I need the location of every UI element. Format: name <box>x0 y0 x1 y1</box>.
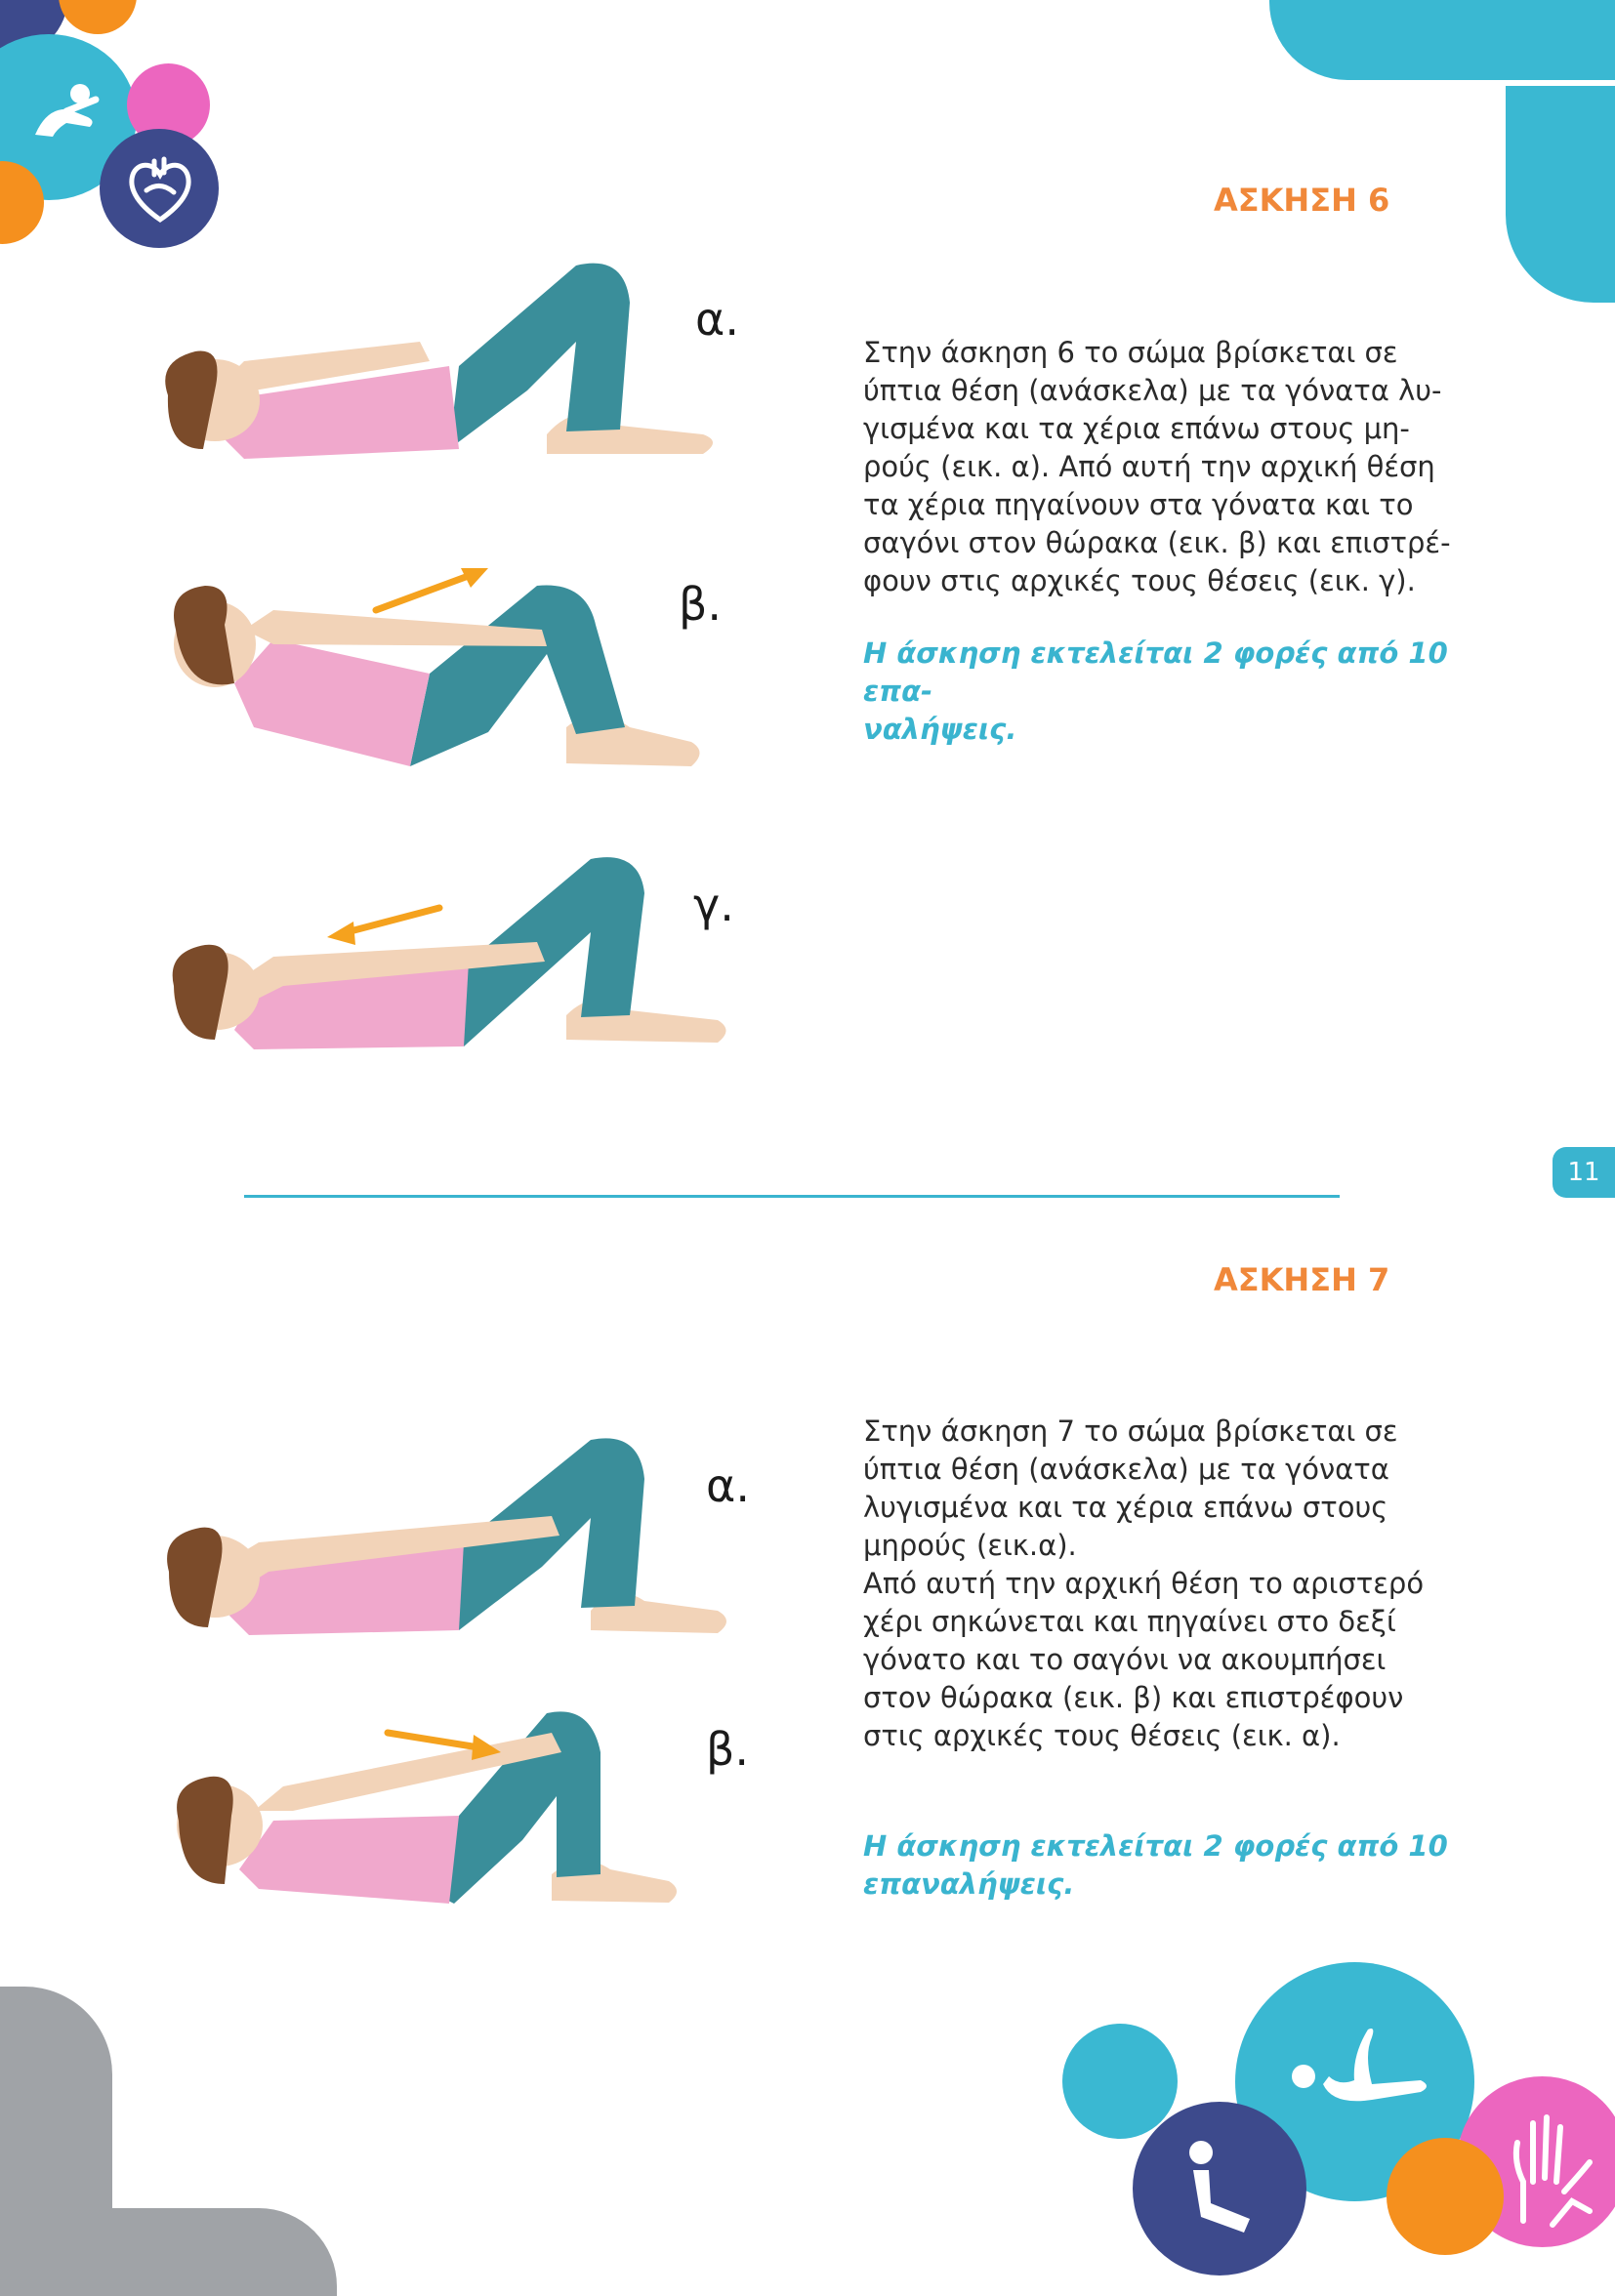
lying-icon <box>1274 2016 1440 2123</box>
bottom-left-gray-block <box>0 1987 112 2240</box>
hands-icon <box>1504 2104 1601 2231</box>
exercise7-figure-a <box>122 1420 747 1655</box>
torso <box>239 1816 459 1904</box>
exercise6-heading: ΑΣΚΗΣΗ 6 <box>1214 182 1390 219</box>
exercise6-repetitions-note: Η άσκηση εκτελείται 2 φορές από 10 επα- ναλήψεις. <box>863 636 1448 746</box>
deco-teal-small <box>1062 2024 1178 2139</box>
deco-orange-circle-top <box>59 0 137 34</box>
arrow-head <box>327 922 355 945</box>
exercise7-label-a: α. <box>706 1459 750 1512</box>
motion-arrow <box>347 908 439 932</box>
exercise7-description: Στην άσκηση 7 το σώμα βρίσκεται σε ύπτια θέση (ανάσκελα) με τα γόνατα λυγισμένα και τα χέρια επάνω στους μηρούς (εικ.α). Από αυτή την αρχική θέση το αριστερό χέρι σηκώνεται και πηγαίνει στο δεξί γόνατο και το σαγόνι να ακουμπήσει στον θώρακα (εικ. β) και επιστρέφουν στις αρχικές τους θέσεις (εικ. α). <box>863 1414 1425 1752</box>
heart-icon <box>125 151 195 226</box>
motion-arrow <box>376 574 474 610</box>
exercise7-repetitions-note: Η άσκηση εκτελείται 2 φορές από 10 επαναλήψεις. <box>863 1829 1448 1901</box>
right-teal-block <box>1506 86 1615 303</box>
exercise7-heading: ΑΣΚΗΣΗ 7 <box>1214 1261 1390 1298</box>
motion-arrow <box>388 1733 478 1747</box>
page-number: 11 <box>1553 1147 1615 1198</box>
exercise7-figure-b <box>142 1694 708 1918</box>
exercise7-label-b: β. <box>706 1723 749 1776</box>
hair <box>177 1777 233 1884</box>
exercise6-figure-b <box>137 556 723 810</box>
stretch-icon <box>27 78 104 146</box>
top-left-decoration <box>0 0 234 254</box>
exercise6-description: Στην άσκηση 6 το σώμα βρίσκεται σε ύπτια θέση (ανάσκελα) με τα γόνατα λυ- γισμένα και τα χέρια επάνω στους μη- ρούς (εικ. α). Από αυτή την αρχική θέση τα χέρια πηγαίνουν στα γόνατα και το σαγόνι στον θώρακα (εικ. β) και επιστρέ- φουν στις αρχικές τους θέσεις (εικ. γ). <box>863 336 1451 597</box>
deco-orange-bottom <box>1387 2138 1504 2255</box>
exercise6-label-a: α. <box>695 293 739 346</box>
torso <box>234 639 430 766</box>
exercise6-label-b: β. <box>679 578 722 631</box>
top-right-teal-band <box>1269 0 1615 80</box>
legs <box>449 264 630 449</box>
bottom-right-decoration <box>1055 1957 1615 2283</box>
kneeling-icon <box>1172 2135 1269 2242</box>
exercise6-label-c: γ. <box>693 879 734 931</box>
section-divider <box>244 1195 1340 1198</box>
exercise6-figure-a <box>117 254 742 478</box>
exercise6-figure-c <box>137 840 742 1064</box>
